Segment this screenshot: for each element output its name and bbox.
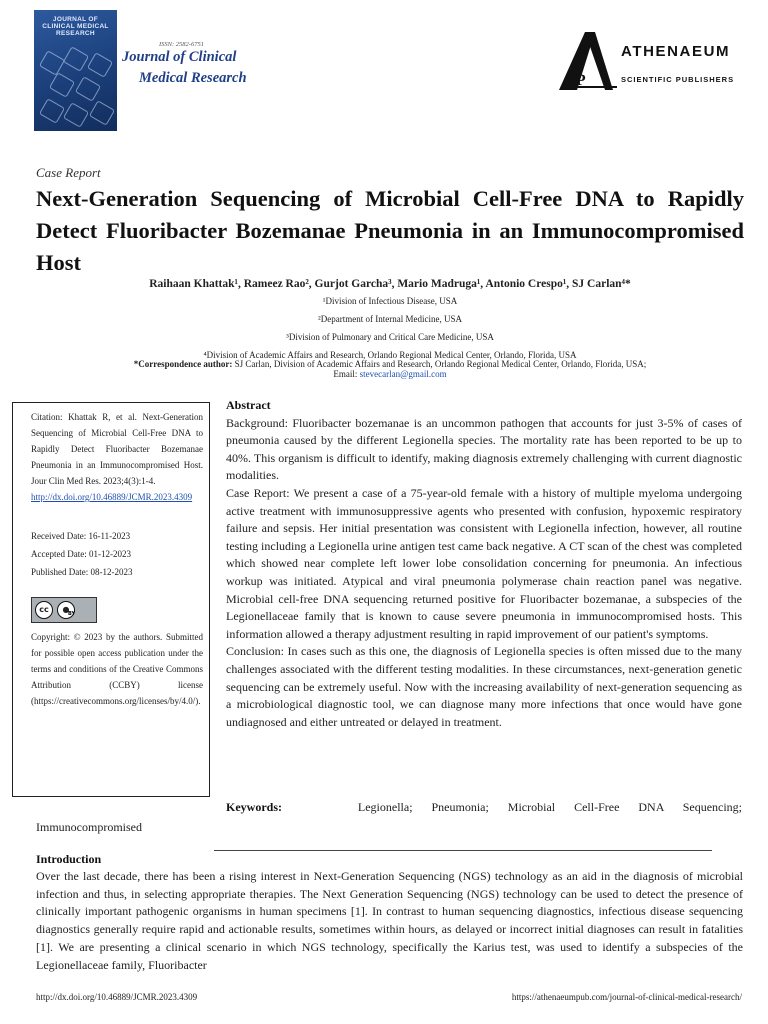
keywords-continuation: Immunocompromised [36, 820, 142, 834]
citation-text: Citation: Khattak R, et al. Next-Generation Sequencing of Microbial Cell-Free DNA to Rapidly Detect Fluoribacter Bozemanae Pneumonia in an Immunocompromised Host. Jour Clin Med Res. 2023;4(3):1-4. [31, 412, 203, 486]
publisher-subtitle: SCIENTIFIC PUBLISHERS [621, 75, 735, 84]
journal-name-line1: Journal of Clinical [122, 49, 237, 65]
hexagon-decoration [39, 98, 65, 124]
journal-cover-title: JOURNAL OF CLINICAL MEDICAL RESEARCH [42, 16, 109, 37]
creative-commons-badge[interactable] [31, 597, 97, 623]
hexagon-decoration [89, 100, 115, 126]
email-line [36, 369, 744, 379]
introduction-body: Over the last decade, there has been a rising interest in Next-Generation Sequencing (NGS) technology as an aid in the diagnosis of microbial infection and thus, in selecting appropriate therapies. The Next Generation Sequencing (NGS) technology can be used to detect the presence of clinically important pathogenic organisms in human specimens [1]. In contrast to human sequencing diagnostics, infectious disease sequencing diagnostics generally require rapid and actionable results, sometimes within hours, as delayed or incorrect initial diagnoses can result in fatalities [1]. We are presenting a clinical scenario in which NGS technology, specifically the Karius test, was used to identify a subspecies of the Legionellaceae family, Fluoribacter [36, 869, 743, 972]
abstract-conclusion: Conclusion: In cases such as this one, the diagnosis of Legionella species is often missed due to the many challenges associated with the different testing modalities. In these circumstances, next-generation genetic sequencing can be extremely useful. Now with the increasing availability of next-generation sequencing as a microbiological diagnostic tool, we can diagnose many more infections that once would have gone undiagnosed and either untreated or delayed in treatment. [226, 644, 742, 729]
publisher-name: ATHENAEUM [621, 43, 731, 60]
attribution-person-icon: ● [57, 601, 75, 619]
hexagon-decoration [63, 102, 89, 128]
hexagon-decoration [87, 52, 113, 78]
doi-link[interactable]: http://dx.doi.org/10.46889/JCMR.2023.4309 [31, 492, 193, 502]
published-date: Published Date: 08-12-2023 [31, 567, 133, 577]
keywords-label: Keywords: [226, 800, 282, 814]
hexagon-decoration [39, 50, 65, 76]
author-list: Raihaan Khattak¹, Rameez Rao², Gurjot Garcha³, Mario Madruga¹, Antonio Crespo¹, SJ Carlan⁴* [149, 278, 631, 290]
abstract-background: Background: Fluoribacter bozemanae is an uncommon pathogen that accounts for just 3-5% of cases of pneumonia caused by the different Legionella species. The mortality rate has been reported to be up to 40%. This organism is difficult to identify, making diagnosis extremely challenging with current diagnostic modalities. [226, 415, 742, 483]
abstract-case-report: Case Report: We present a case of a 75-year-old female with a history of multiple myeloma undergoing active treatment with immunosuppressive agents who presented with confusion, hypoxemic respiratory failure and sepsis. Her initial presentation was consistent with Legionella infection, however, all routine testing including a Legionella urine antigen test came back negative. A CT scan of the chest was completed which showed near complete left lower lobe consolidation concerning for pneumonia. An infectious workup was initiated. Atypical and viral pneumonia polymerase chain reaction panel was negative. Microbial cell-free DNA sequencing returned positive for Fluoribacter bozemanae, a subspecies of the Legionellaceae family that is known to cause severe pneumonia in immunocompromised hosts. This information allowed a therapy adjustment resulting in rapid improvement of our patient's symptoms. [226, 485, 742, 641]
hexagon-decoration [75, 76, 101, 102]
hexagon-decoration [49, 72, 75, 98]
article-title: Next-Generation Sequencing of Microbial Cell-Free DNA to Rapidly Detect Fluoribacter Bozemanae Pneumonia in an Immunocompromised Host [36, 186, 744, 275]
journal-name-line2: Medical Research [139, 70, 247, 86]
correspondence-label: *Correspondence author: [133, 359, 233, 369]
logo-letters: SP [567, 72, 586, 89]
keywords-line [226, 800, 742, 815]
affiliation-4: ⁴Division of Academic Affairs and Research, Orlando Regional Medical Center, Orlando, Florida, USA [203, 350, 577, 360]
abstract-section [226, 397, 742, 731]
journal-name [122, 47, 262, 89]
cc-icon: cc [35, 601, 53, 619]
hexagon-decoration [63, 46, 89, 72]
affiliation-1: ¹Division of Infectious Disease, USA [322, 296, 458, 306]
affiliation-3: ³Division of Pulmonary and Critical Care Medicine, USA [286, 332, 494, 342]
introduction-heading: Introduction [36, 852, 102, 866]
email-link[interactable]: stevecarlan@gmail.com [359, 369, 447, 379]
received-date: Received Date: 16-11-2023 [31, 531, 131, 541]
abstract-heading: Abstract [226, 398, 271, 412]
email-label: Email: [333, 369, 360, 379]
footer-url[interactable]: https://athenaeumpub.com/journal-of-clinical-medical-research/ [511, 992, 742, 1002]
footer-doi[interactable]: http://dx.doi.org/10.46889/JCMR.2023.4309 [36, 992, 198, 1002]
keywords-list: Legionella; Pneumonia; Microbial Cell-Free DNA Sequencing; [357, 800, 743, 814]
cc-by-label: BY [68, 611, 76, 617]
affiliation-2: ²Department of Internal Medicine, USA [318, 314, 462, 324]
section-divider [214, 850, 712, 851]
correspondence-line [36, 359, 744, 369]
article-info-box [12, 402, 210, 797]
copyright-text: Copyright: © 2023 by the authors. Submitted for possible open access publication under the terms and conditions of the Creative Commons Attribution (CCBY) license (https://creativecommons.org/licenses/by/4.0/). [31, 632, 203, 706]
journal-cover-image [34, 10, 117, 131]
journal-issn: ISSN: 2582-6751 [159, 41, 204, 48]
article-type: Case Report [36, 165, 101, 180]
accepted-date: Accepted Date: 01-12-2023 [31, 549, 131, 559]
correspondence-text: SJ Carlan, Division of Academic Affairs and Research, Orlando Regional Medical Center, Orlando, Florida, USA; [232, 359, 647, 369]
